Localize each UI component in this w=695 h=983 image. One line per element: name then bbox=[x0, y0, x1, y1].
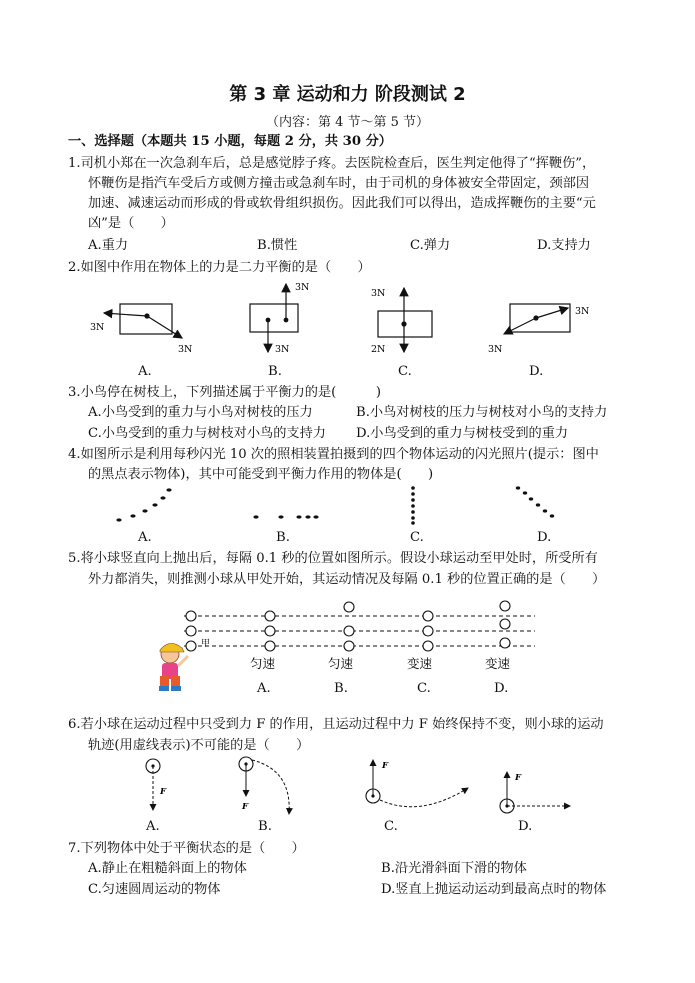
q4-flash-photos bbox=[0, 480, 695, 530]
q5-motion-c: 变速 bbox=[407, 656, 433, 671]
q4-option-d: D. bbox=[537, 530, 552, 545]
page-subtitle: （内容：第 4 节～第 5 节） bbox=[265, 115, 430, 130]
q2-a-label-1: 3N bbox=[90, 322, 105, 333]
q5-jia-label: 甲 bbox=[201, 639, 211, 649]
q2-d-label-2: 3N bbox=[488, 344, 503, 355]
q2-b-label-1: 3N bbox=[295, 282, 310, 293]
q5-line-2: 外力都消失，则推测小球从甲处开始，其运动情况及每隔 0.1 秒的位置正确的是（ ） bbox=[88, 572, 606, 587]
q1-line-3: 加速、减速运动而形成的骨或软骨组织损伤。因此我们可以得出，造成挥鞭伤的主要“元 bbox=[88, 196, 596, 211]
q7-stem: 7.下列物体中处于平衡状态的是（ ） bbox=[68, 841, 305, 856]
q4-figure-d bbox=[516, 486, 554, 517]
q6-a-force: F bbox=[160, 787, 167, 797]
q2-option-c: C. bbox=[398, 364, 412, 379]
q4-figure-b bbox=[253, 515, 318, 518]
q1-option-d: D.支持力 bbox=[537, 238, 591, 253]
q5-motion-b: 匀速 bbox=[328, 656, 354, 671]
q6-figure-a bbox=[146, 759, 167, 810]
q4-option-b: B. bbox=[276, 530, 290, 545]
q2-d-label-1: 3N bbox=[575, 306, 590, 317]
q4-line-1: 4.如图所示是利用每秒闪光 10 次的照相装置拍摄到的四个物体运动的闪光照片(提示：图中 bbox=[68, 447, 599, 462]
q6-option-b: B. bbox=[258, 819, 272, 834]
q2-figure-a bbox=[90, 304, 192, 355]
q7-option-b: B.沿光滑斜面下滑的物体 bbox=[381, 861, 527, 876]
q5-motion-d: 变速 bbox=[485, 656, 511, 671]
q1-line-2: 怀鞭伤是指汽车受后方或侧方撞击或急刹车时，由于司机的身体被安全带固定，颈部因 bbox=[88, 176, 590, 191]
q4-option-c: C. bbox=[410, 530, 424, 545]
q7-option-d: D.竖直上抛运动运动到最高点时的物体 bbox=[381, 882, 607, 897]
q6-option-d: D. bbox=[518, 819, 533, 834]
q6-option-a: A. bbox=[146, 819, 160, 834]
q3-option-c: C.小鸟受到的重力与树枝对小鸟的支持力 bbox=[88, 426, 326, 441]
page-title: 第 3 章 运动和力 阶段测试 2 bbox=[229, 84, 466, 105]
q5-option-b: B. bbox=[334, 681, 348, 696]
q7-option-c: C.匀速圆周运动的物体 bbox=[88, 882, 221, 897]
q4-figure-c bbox=[411, 486, 415, 525]
q5-option-c: C. bbox=[417, 681, 431, 696]
q3-stem: 3.小鸟停在树枝上，下列描述属于平衡力的是( ) bbox=[68, 385, 381, 400]
q6-figure-d bbox=[500, 772, 570, 813]
q1-option-b: B.惯性 bbox=[257, 238, 298, 253]
q1-line-4: 凶”是（ ） bbox=[88, 216, 174, 231]
q6-figure-b bbox=[239, 757, 289, 814]
q5-child-icon bbox=[159, 643, 188, 691]
q6-b-force: F bbox=[242, 802, 249, 812]
q2-figure-d bbox=[488, 304, 589, 355]
q7-option-a: A.静止在粗糙斜面上的物体 bbox=[88, 861, 247, 876]
q4-line-2: 的黑点表示物体)，其中可能受到平衡力作用的物体是( ) bbox=[88, 467, 434, 482]
q6-line-1: 6.若小球在运动过程中只受到力 F 的作用，且运动过程中力 F 始终保持不变，则小球的运动 bbox=[68, 717, 604, 732]
q1-option-c: C.弹力 bbox=[410, 238, 451, 253]
q2-figures bbox=[0, 280, 695, 380]
q5-line-1: 5.将小球竖直向上抛出后，每隔 0.1 秒的位置如图所示。假设小球运动至甲处时，所受所有 bbox=[68, 551, 598, 566]
q2-c-label-1: 3N bbox=[371, 288, 386, 299]
q6-figures bbox=[0, 752, 695, 822]
q1-option-a: A.重力 bbox=[88, 238, 129, 253]
q6-c-force: F bbox=[382, 761, 389, 771]
section-heading: 一、选择题（本题共 15 小题，每题 2 分，共 30 分） bbox=[68, 134, 392, 149]
q1-line-1: 1.司机小郑在一次急刹车后，总是感觉脖子疼。去医院检查后，医生判定他得了“挥鞭伤”， bbox=[68, 156, 596, 171]
q3-option-d: D.小鸟受到的重力与树枝受到的重力 bbox=[356, 426, 569, 441]
q4-figure-a bbox=[116, 488, 171, 521]
q2-option-a: A. bbox=[138, 364, 152, 379]
q6-option-c: C. bbox=[384, 819, 398, 834]
q6-figure-c bbox=[366, 760, 468, 807]
q2-b-label-2: 3N bbox=[275, 344, 290, 355]
q2-figure-b bbox=[250, 282, 309, 355]
q5-option-d: D. bbox=[494, 681, 509, 696]
q2-option-b: B. bbox=[268, 364, 282, 379]
q5-option-a: A. bbox=[257, 681, 271, 696]
q6-d-force: F bbox=[515, 773, 522, 783]
q3-option-a: A.小鸟受到的重力与小鸟对树枝的压力 bbox=[88, 405, 313, 420]
q4-option-a: A. bbox=[138, 530, 152, 545]
q2-figure-c bbox=[371, 288, 432, 355]
q6-line-2: 轨迹(用虚线表示)不可能的是（ ） bbox=[88, 738, 310, 753]
q2-option-d: D. bbox=[529, 364, 544, 379]
q2-c-label-2: 2N bbox=[371, 344, 386, 355]
q3-option-b: B.小鸟对树枝的压力与树枝对小鸟的支持力 bbox=[356, 405, 608, 420]
q2-a-label-2: 3N bbox=[178, 344, 193, 355]
q2-stem: 2.如图中作用在物体上的力是二力平衡的是（ ） bbox=[68, 260, 371, 275]
q5-motion-a: 匀速 bbox=[250, 656, 276, 671]
